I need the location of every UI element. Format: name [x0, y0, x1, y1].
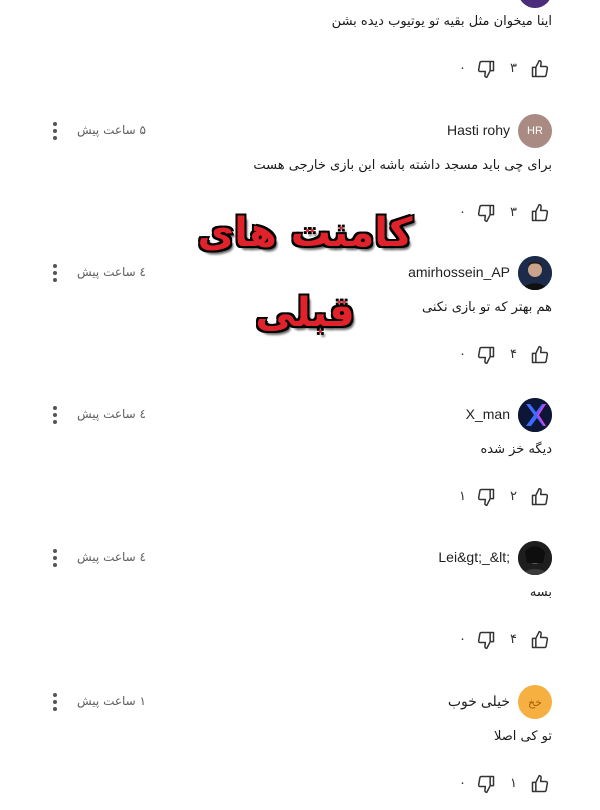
comment-text: اینا میخوان مثل بقیه تو یوتیوب دیده بشن [331, 14, 552, 29]
comment-time: ۵ ساعت پیش [77, 123, 146, 137]
thumbs-down-icon[interactable] [476, 344, 496, 366]
comment-item [0, 685, 600, 810]
like-count: ۴ [510, 347, 517, 362]
thumbs-up-icon[interactable] [530, 58, 550, 80]
like-count: ۳ [510, 61, 517, 76]
like-count: ۲ [510, 489, 517, 504]
thumbs-down-icon[interactable] [476, 629, 496, 651]
like-count: ۴ [510, 632, 517, 647]
comment-text: برای چی باید مسجد داشته باشه این بازی خارجی هست [253, 158, 552, 173]
comment-item [0, 0, 600, 112]
comment-text: بسه [529, 585, 552, 600]
comment-time: ٤ ساعت پیش [77, 550, 146, 564]
more-vert-icon[interactable] [49, 262, 61, 284]
dislike-count: ۰ [459, 347, 466, 362]
comment-item [0, 541, 600, 683]
thumbs-up-icon[interactable] [530, 344, 550, 366]
comment-item [0, 398, 600, 540]
like-count: ۱ [510, 776, 517, 791]
dislike-count: ۰ [459, 632, 466, 647]
more-vert-icon[interactable] [49, 120, 61, 142]
overlay-line-2: قبلی [255, 290, 355, 336]
overlay-line-1: کامنت های [197, 210, 413, 256]
comment-author[interactable]: amirhossein_AP [408, 264, 510, 280]
dislike-count: ۰ [459, 61, 466, 76]
thumbs-down-icon[interactable] [476, 773, 496, 795]
avatar[interactable] [518, 398, 552, 432]
comment-text: هم بهتر که تو بازی نکنی [422, 300, 552, 315]
comment-author[interactable]: Hasti rohy [446, 122, 510, 138]
thumbs-up-icon[interactable] [530, 629, 550, 651]
comment-time: ٤ ساعت پیش [77, 265, 146, 279]
comment-author[interactable]: خیلی خوب [447, 693, 510, 709]
more-vert-icon[interactable] [49, 547, 61, 569]
thumbs-up-icon[interactable] [530, 202, 550, 224]
more-vert-icon[interactable] [49, 404, 61, 426]
comment-author[interactable]: Lei&gt;_&lt; [438, 549, 510, 565]
thumbs-down-icon[interactable] [476, 58, 496, 80]
comment-text: دیگه خز شده [480, 442, 552, 457]
like-count: ۳ [510, 205, 517, 220]
overlay-caption [190, 205, 420, 345]
comment-text: تو کی اصلا [493, 729, 552, 744]
avatar[interactable]: خخ [518, 685, 552, 719]
thumbs-up-icon[interactable] [530, 773, 550, 795]
thumbs-down-icon[interactable] [476, 202, 496, 224]
avatar[interactable] [518, 541, 552, 575]
avatar[interactable] [518, 256, 552, 290]
comment-time: ١ ساعت پیش [77, 694, 146, 708]
dislike-count: ۰ [459, 776, 466, 791]
thumbs-up-icon[interactable] [530, 486, 550, 508]
dislike-count: ۰ [459, 205, 466, 220]
avatar[interactable]: HR [518, 114, 552, 148]
dislike-count: ۱ [459, 489, 466, 504]
comment-time: ٤ ساعت پیش [77, 407, 146, 421]
thumbs-down-icon[interactable] [476, 486, 496, 508]
more-vert-icon[interactable] [49, 691, 61, 713]
comment-author[interactable]: X_man [465, 406, 510, 422]
